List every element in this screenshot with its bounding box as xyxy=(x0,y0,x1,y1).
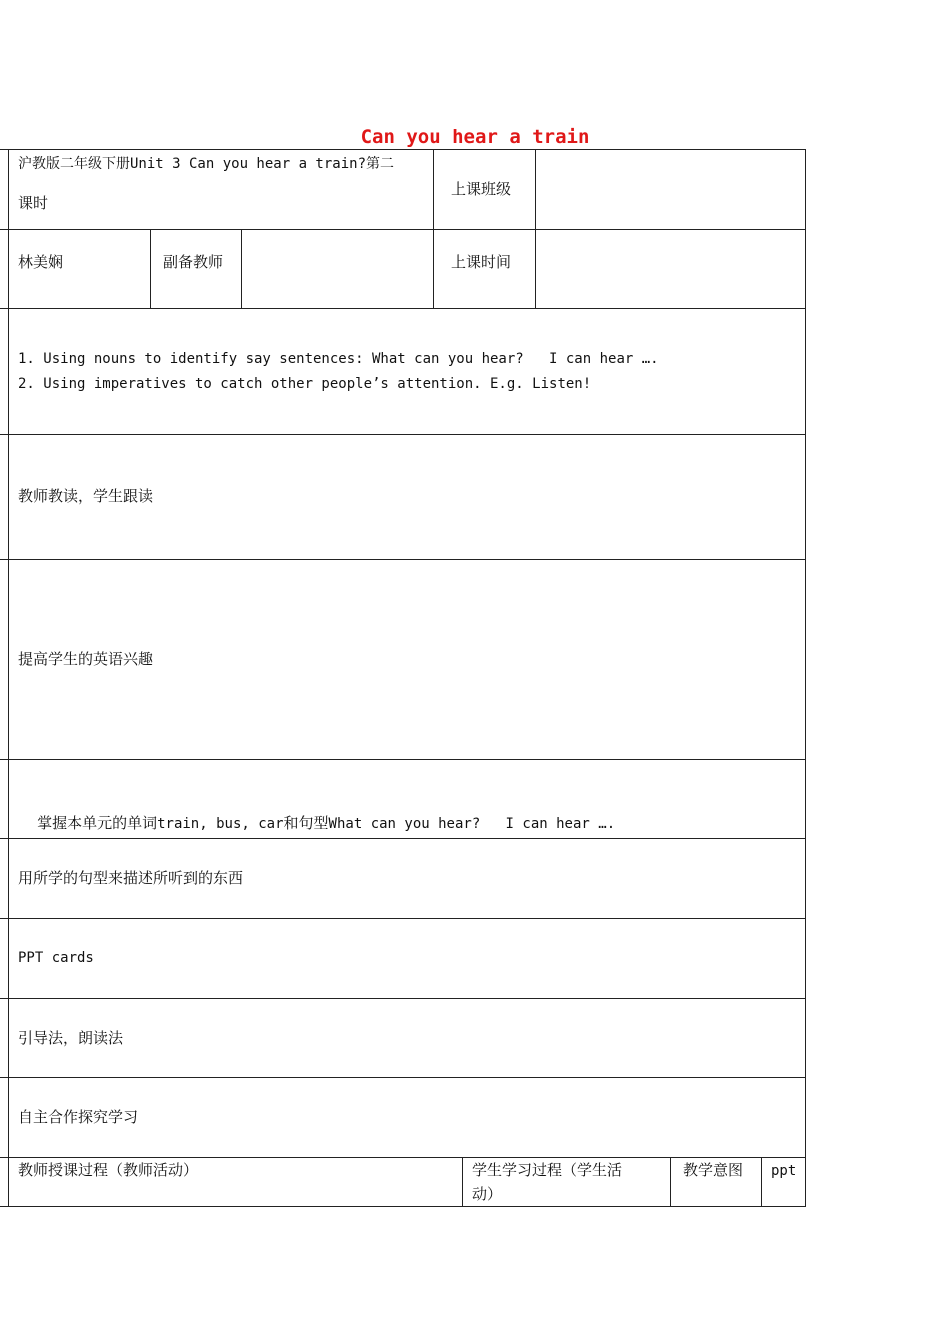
key-points-row xyxy=(18,787,615,860)
key-points-prefix: 掌握本单元的单词 xyxy=(37,814,158,832)
row-divider xyxy=(0,559,806,560)
row-divider xyxy=(0,1077,806,1078)
row-divider xyxy=(0,434,806,435)
class-label: 上课班级 xyxy=(451,180,512,198)
teacher-name: 林美娴 xyxy=(18,253,64,271)
course-title-cell xyxy=(18,151,430,215)
objective-1: 1. Using nouns to identify say sentences: What can you hear? I can hear …. xyxy=(18,351,659,367)
teaching-aids-row: PPT cards xyxy=(18,950,94,966)
table-border-bottom xyxy=(0,1206,806,1207)
student-process-header xyxy=(472,1158,662,1206)
col-divider xyxy=(761,1157,762,1207)
document-title: Can you hear a train xyxy=(360,126,590,148)
table-border-top xyxy=(0,149,806,150)
col-divider xyxy=(433,149,434,309)
course-title-line1: 沪教版二年级下册Unit 3 Can you hear a train?第二 xyxy=(18,156,395,172)
col-divider xyxy=(462,1157,463,1207)
lesson-plan-table xyxy=(0,149,806,1207)
student-process-line1: 学生学习过程（学生活 xyxy=(472,1161,623,1179)
course-title-line2: 课时 xyxy=(18,194,49,212)
time-label: 上课时间 xyxy=(451,253,512,271)
student-process-line2: 动） xyxy=(472,1185,503,1203)
intent-header: 教学意图 xyxy=(683,1161,744,1179)
row-divider xyxy=(0,918,806,919)
assistant-label: 副备教师 xyxy=(163,253,224,271)
teaching-methods-row: 引导法，朗读法 xyxy=(18,1029,124,1047)
teacher-process-header: 教师授课过程（教师活动） xyxy=(18,1161,199,1179)
table-border-left xyxy=(8,149,9,1207)
key-points-words: train, bus, car xyxy=(157,816,284,832)
method-row: 教师教读，学生跟读 xyxy=(18,487,154,505)
emotion-row: 提高学生的英语兴趣 xyxy=(18,650,154,668)
key-points-sentence: What can you hear? I can hear …. xyxy=(328,816,616,832)
difficult-points-row: 用所学的句型来描述所听到的东西 xyxy=(18,869,244,887)
row-divider xyxy=(0,759,806,760)
col-divider xyxy=(670,1157,671,1207)
ppt-header: ppt xyxy=(771,1163,797,1179)
row-divider xyxy=(0,998,806,999)
col-divider xyxy=(241,229,242,309)
key-points-middle: 和句型 xyxy=(283,814,329,832)
learning-methods-row: 自主合作探究学习 xyxy=(18,1108,139,1126)
col-divider xyxy=(150,229,151,309)
col-divider xyxy=(535,149,536,309)
table-border-right xyxy=(805,149,806,1207)
row-divider xyxy=(0,308,806,309)
row-divider xyxy=(0,229,806,230)
objective-2: 2. Using imperatives to catch other people’s attention. E.g. Listen! xyxy=(18,376,592,392)
